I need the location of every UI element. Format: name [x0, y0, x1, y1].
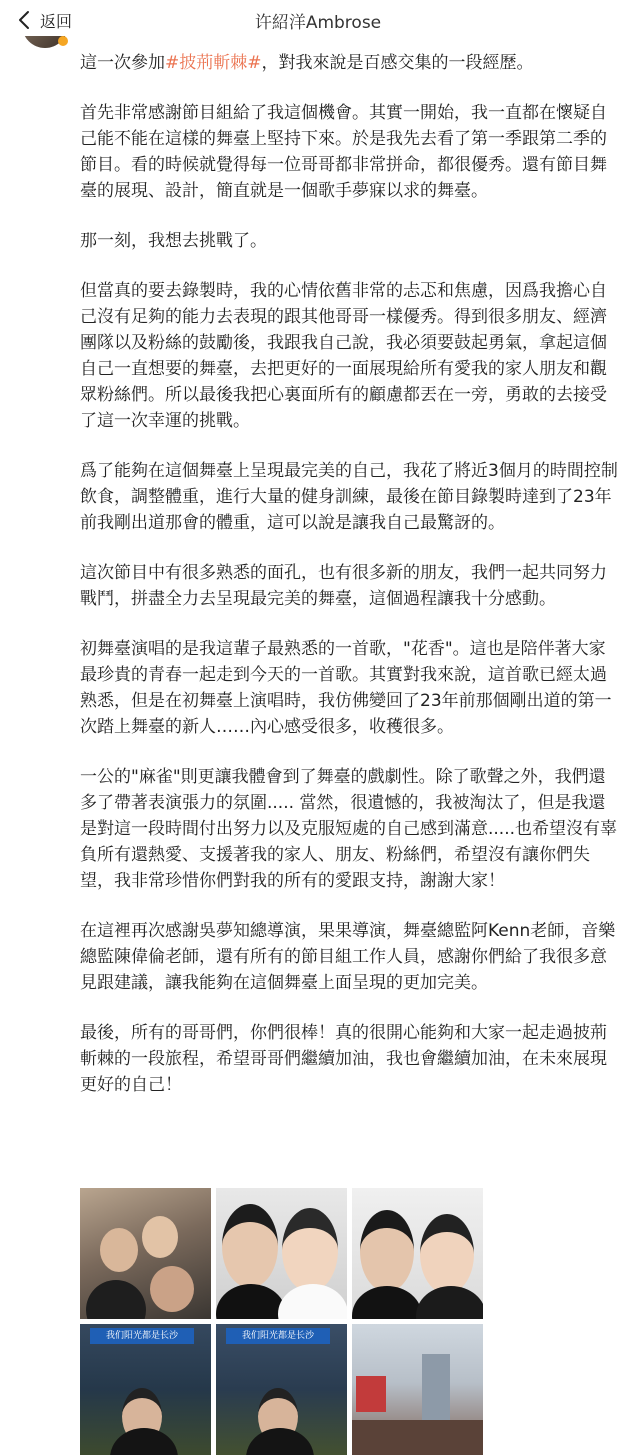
post-paragraph: 一公的"麻雀"則更讓我體會到了舞臺的戲劇性。除了歌聲之外，我們還多了帶著表演張力的氛圍..... 當然，很遺憾的，我被淘汰了，但是我還是對這一段時間付出努力以及克服短處的自己感到滿意.....也希望沒有辜負所有還熱愛、支援著我的家人、朋友、粉絲們，希望沒有讓你們失望，我非常珍惜你們對我的所有的愛跟支持，謝謝大家！ — [80, 767, 618, 891]
photo-thumbnail[interactable] — [216, 1324, 347, 1455]
post-body — [80, 50, 620, 1122]
photo-thumbnail[interactable] — [352, 1188, 483, 1319]
top-bar — [0, 0, 636, 40]
avatar[interactable] — [22, 36, 68, 48]
verified-badge-icon — [58, 36, 68, 46]
post-paragraph: 爲了能夠在這個舞臺上呈現最完美的自己，我花了將近3個月的時間控制飲食，調整體重，進行大量的健身訓練，最後在節目錄製時達到了23年前我剛出道那會的體重，這可以說是讓我自己最驚訝的。 — [80, 461, 618, 533]
photo-thumbnail[interactable] — [80, 1324, 211, 1455]
post-paragraph: 初舞臺演唱的是我這輩子最熟悉的一首歌，"花香"。這也是陪伴著大家最珍貴的青春一起走到今天的一首歌。其實對我來說，這首歌已經太過熟悉，但是在初舞臺上演唱時，我仿佛變回了23年前那個剛出道的第一次踏上舞臺的新人……內心感受很多，收穫很多。 — [80, 639, 612, 737]
topic-hashtag-link[interactable]: #披荊斬棘# — [165, 53, 262, 73]
post-paragraph: 最後，所有的哥哥們，你們很棒！真的很開心能夠和大家一起走過披荊斬棘的一段旅程，希望哥哥們繼續加油，我也會繼續加油，在未來展現更好的自己！ — [80, 1023, 607, 1095]
street-sign: 我们阳光都是长沙 — [90, 1328, 194, 1344]
photo-thumbnail[interactable] — [216, 1188, 347, 1319]
page-title: 许紹洋Ambrose — [254, 13, 382, 33]
post-paragraph: 首先非常感謝節目組給了我這個機會。其實一開始，我一直都在懷疑自己能不能在這樣的舞臺上堅持下來。於是我先去看了第一季跟第二季的節目。看的時候就覺得每一位哥哥都非常拼命，都很優秀。還有節目舞臺的展現、設計，簡直就是一個歌手夢寐以求的舞臺。 — [80, 103, 607, 201]
post-paragraph: 在這裡再次感謝吳夢知總導演，果果導演，舞臺總監阿Kenn老師，音樂總監陳偉倫老師，還有所有的節目組工作人員，感謝你們給了我很多意見跟建議，讓我能夠在這個舞臺上面呈現的更加完美。 — [80, 921, 616, 993]
post-paragraph: 但當真的要去錄製時，我的心情依舊非常的忐忑和焦慮，因爲我擔心自己沒有足夠的能力去表現的跟其他哥哥一樣優秀。得到很多朋友、經濟團隊以及粉絲的鼓勵後，我跟我自己說，我必須要鼓起勇氣，拿起這個自己一直想要的舞臺，去把更好的一面展現給所有愛我的家人朋友和觀眾粉絲們。所以最後我把心裏面所有的顧慮都丟在一旁，勇敢的去接受了這一次幸運的挑戰。 — [80, 281, 607, 431]
post-paragraph: 那一刻，我想去挑戰了。 — [80, 231, 267, 251]
street-sign: 我们阳光都是长沙 — [226, 1328, 330, 1344]
photo-thumbnail[interactable] — [352, 1324, 483, 1455]
photo-thumbnail[interactable] — [80, 1188, 211, 1319]
post-paragraph: 這次節目中有很多熟悉的面孔，也有很多新的朋友，我們一起共同努力戰鬥，拼盡全力去呈現最完美的舞臺，這個過程讓我十分感動。 — [80, 563, 607, 609]
post-paragraph: 這一次參加#披荊斬棘#，對我來說是百感交集的一段經歷。 — [80, 53, 534, 73]
back-label: 返回 — [40, 11, 73, 31]
